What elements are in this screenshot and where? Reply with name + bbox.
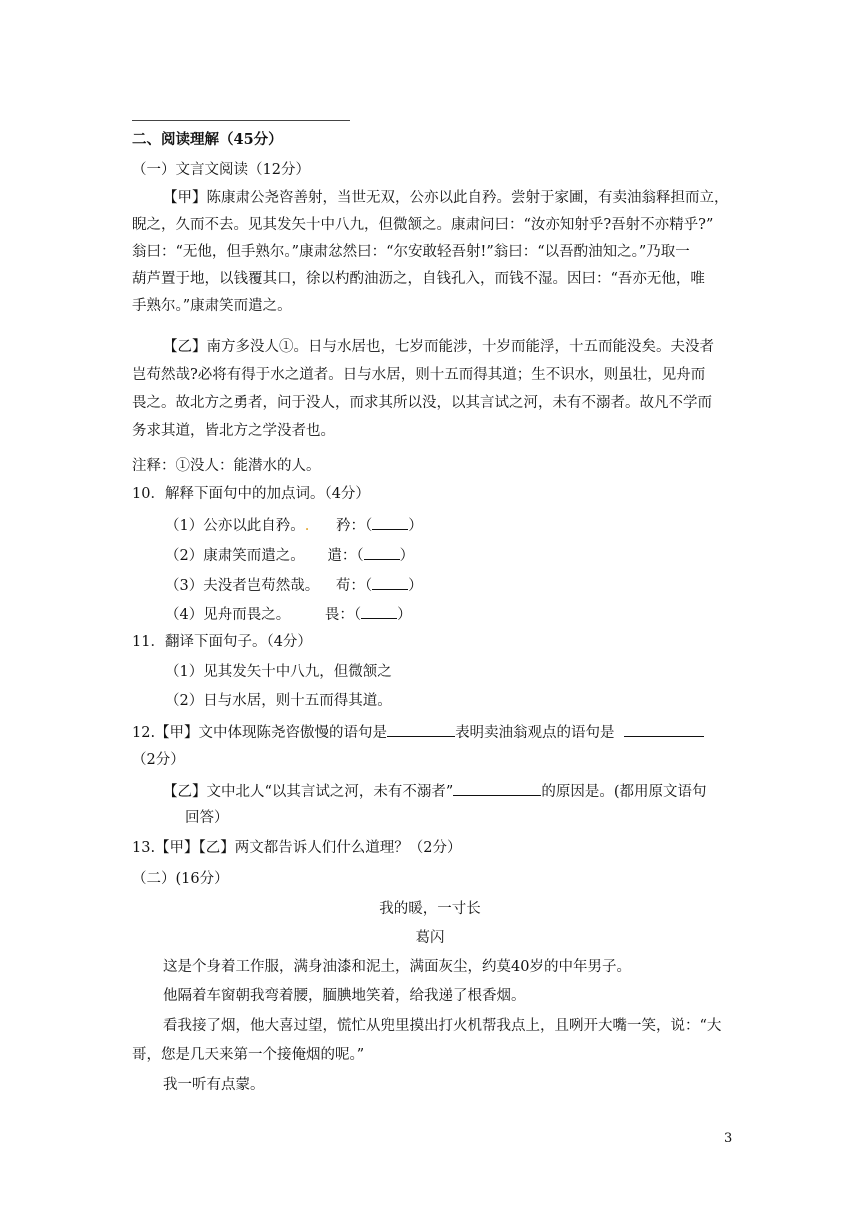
jia-line: 手熟尔。”康肃笑而遣之。 [132, 298, 292, 314]
question-12-part-a: 12.【甲】文中体现陈尧咨傲慢的语句是 表明卖油翁观点的语句是 [132, 722, 704, 742]
story-paragraph: 这是个身着工作服，满身油漆和泥土，满面灰尘，约莫40岁的中年男子。 [163, 959, 631, 975]
q11-item: （2）日与水居，则十五而得其道。 [165, 693, 392, 709]
part1-heading: （一）文言文阅读（12分） [132, 162, 310, 178]
yi-line: 【乙】南方多没人①。日与水居也，七岁而能涉，十岁而能浮，十五而能没矣。夫没者 [163, 339, 714, 355]
q10-item-4: （4）见舟而畏之。 畏：（ ） [165, 604, 412, 624]
story-paragraph: 看我接了烟，他大喜过望，慌忙从兜里摸出打火机帮我点上，且咧开大嘴一笑，说：“大 [163, 1018, 722, 1034]
answer-blank[interactable] [372, 515, 408, 530]
q10-word: 矜：（ [335, 518, 373, 534]
page-number: 3 [724, 1131, 733, 1146]
story-paragraph: 哥，您是几天来第一个接俺烟的呢。” [132, 1047, 365, 1063]
q10-sentence: （4）见舟而畏之。 [165, 607, 291, 623]
answer-blank[interactable] [361, 604, 397, 619]
jia-line: 翁曰：“无他，但手熟尔。”康肃忿然曰：“尔安敢轻吾射!”翁曰：“以吾酌油知之。”乃取一 [132, 244, 690, 260]
q10-sentence: （3）夫没者岂苟然哉。 [165, 578, 320, 594]
jia-line: 【甲】陈康肃公尧咨善射，当世无双，公亦以此自矜。尝射于家圃，有卖油翁释担而立， [163, 190, 729, 206]
yi-line: 畏之。故北方之勇者，问于没人，而求其所以没，以其言试之河，未有不溺者。故凡不学而 [132, 395, 712, 411]
q10-item-1: （1）公亦以此自矜。. 矜：（ ） [165, 515, 423, 535]
answer-blank[interactable] [387, 722, 455, 737]
header-rule [132, 120, 350, 121]
yi-line: 岂苟然哉?必将有得于水之道者。日与水居，则十五而得其道；生不识水，则虽壮，见舟而 [132, 367, 706, 383]
jia-line: 睨之，久而不去。见其发矢十中八九，但微颔之。康肃问曰：“汝亦知射乎?吾射不亦精乎?” [132, 217, 714, 233]
answer-blank[interactable] [624, 722, 704, 737]
story-author: 葛闪 [415, 930, 445, 946]
answer-blank[interactable] [372, 575, 408, 590]
jia-line: 葫芦置于地，以钱覆其口，徐以杓酌油沥之，自钱孔入，而钱不湿。因曰：“吾亦无他，唯 [132, 271, 705, 287]
q10-sentence: （1）公亦以此自矜。 [165, 518, 305, 534]
q10-sentence: （2）康肃笑而遣之。 [165, 548, 305, 564]
q10-word: 苟：（ [335, 578, 373, 594]
q11-item: （1）见其发矢十中八九，但微颔之 [165, 664, 392, 680]
q10-item-2: （2）康肃笑而遣之。 遣：（ ） [165, 545, 414, 565]
answer-blank[interactable] [453, 781, 541, 796]
question-12-tail: 回答） [185, 810, 229, 826]
question-12-score: （2分） [132, 752, 185, 768]
question-11-stem: 11．翻译下面句子。（4分） [132, 634, 312, 650]
answer-blank[interactable] [364, 545, 400, 560]
story-paragraph: 他隔着车窗朝我弯着腰，腼腆地笑着，给我递了根香烟。 [163, 988, 526, 1004]
yi-line: 务求其道，皆北方之学没者也。 [132, 423, 335, 439]
emphasis-dot-icon: . [304, 518, 310, 534]
q10-word: 畏：（ [324, 607, 362, 623]
q10-item-3: （3）夫没者岂苟然哉。 苟：（ ） [165, 575, 423, 595]
question-12-part-b: 【乙】文中北人“以其言试之河，未有不溺者” 的原因是。(都用原文语句 [163, 781, 706, 801]
annotation-note: 注释：①没人：能潜水的人。 [132, 458, 321, 474]
story-paragraph: 我一听有点蒙。 [163, 1077, 265, 1093]
question-13: 13.【甲】【乙】两文都告诉人们什么道理？（2分） [132, 840, 462, 856]
question-10-stem: 10．解释下面句中的加点词。（4分） [132, 486, 370, 502]
section-title: 二、阅读理解（45分） [132, 131, 283, 148]
part2-heading: （二）(16分） [132, 871, 229, 887]
story-title: 我的暖，一寸长 [379, 901, 481, 917]
q10-word: 遣：（ [327, 548, 364, 564]
